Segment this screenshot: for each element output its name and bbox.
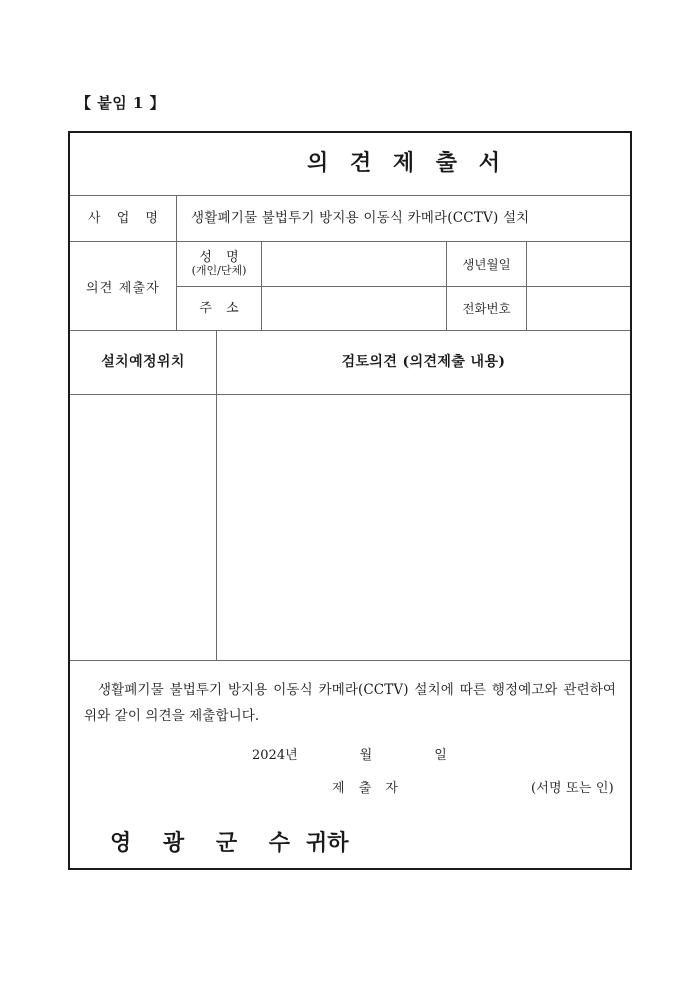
recipient-county: 영 광 군 수 bbox=[110, 829, 302, 856]
opinion-header-row bbox=[70, 331, 630, 395]
birthdate-input-field[interactable] bbox=[527, 242, 630, 286]
date-day: 일 bbox=[434, 747, 447, 763]
birthdate-label: 생년월일 bbox=[447, 242, 527, 286]
location-column-header: 설치예정위치 bbox=[70, 331, 217, 394]
name-label-sub: (개인/단체) bbox=[191, 263, 247, 277]
address-label-cell bbox=[177, 287, 262, 331]
recipient-line bbox=[84, 826, 616, 857]
review-column-header: 검토의견 (의견제출 내용) bbox=[341, 354, 506, 371]
phone-input-field[interactable] bbox=[527, 287, 630, 331]
submitter-block bbox=[70, 242, 630, 331]
form-title-row bbox=[70, 133, 630, 196]
project-name-row bbox=[70, 196, 630, 242]
date-month: 월 bbox=[359, 747, 373, 763]
declaration-section bbox=[70, 661, 630, 871]
submitter-name-row bbox=[177, 242, 630, 287]
phone-label: 전화번호 bbox=[447, 287, 527, 331]
attachment-label: 【 붙임 1 】 bbox=[76, 94, 166, 112]
date-year: 2024년 bbox=[252, 747, 298, 763]
name-label-cell bbox=[177, 242, 262, 286]
page-title: 의 견 제 출 서 bbox=[307, 150, 507, 177]
date-line bbox=[84, 744, 616, 763]
submitter-word: 제 출 자 bbox=[332, 780, 403, 796]
location-entry-field[interactable] bbox=[70, 395, 217, 660]
name-input-field[interactable] bbox=[262, 242, 447, 286]
review-entry-field[interactable] bbox=[217, 395, 630, 660]
project-name-value: 생활폐기물 불법투기 방지용 이동식 카메라(CCTV) 설치 bbox=[191, 210, 530, 227]
address-label: 주 소 bbox=[199, 300, 244, 316]
submitter-address-row bbox=[177, 287, 630, 331]
name-label: 성 명 bbox=[199, 249, 244, 265]
opinion-entry-row bbox=[70, 395, 630, 661]
recipient-honorific: 귀하 bbox=[306, 829, 349, 856]
declaration-text: 생활폐기물 불법투기 방지용 이동식 카메라(CCTV) 설치에 따른 행정예고와 관련하여 위와 같이 의견을 제출합니다. bbox=[84, 682, 616, 725]
title-row-spacer bbox=[70, 133, 177, 195]
address-input-field[interactable] bbox=[262, 287, 447, 331]
form-title-cell bbox=[177, 133, 630, 195]
signature-line bbox=[84, 777, 616, 796]
submitter-section-label: 의견 제출자 bbox=[70, 242, 177, 330]
submitter-rows bbox=[177, 242, 630, 330]
project-name-label: 사 업 명 bbox=[88, 210, 164, 226]
project-name-label-cell bbox=[70, 196, 177, 241]
opinion-submission-form bbox=[68, 131, 632, 870]
seal-note: (서명 또는 인) bbox=[530, 780, 614, 796]
